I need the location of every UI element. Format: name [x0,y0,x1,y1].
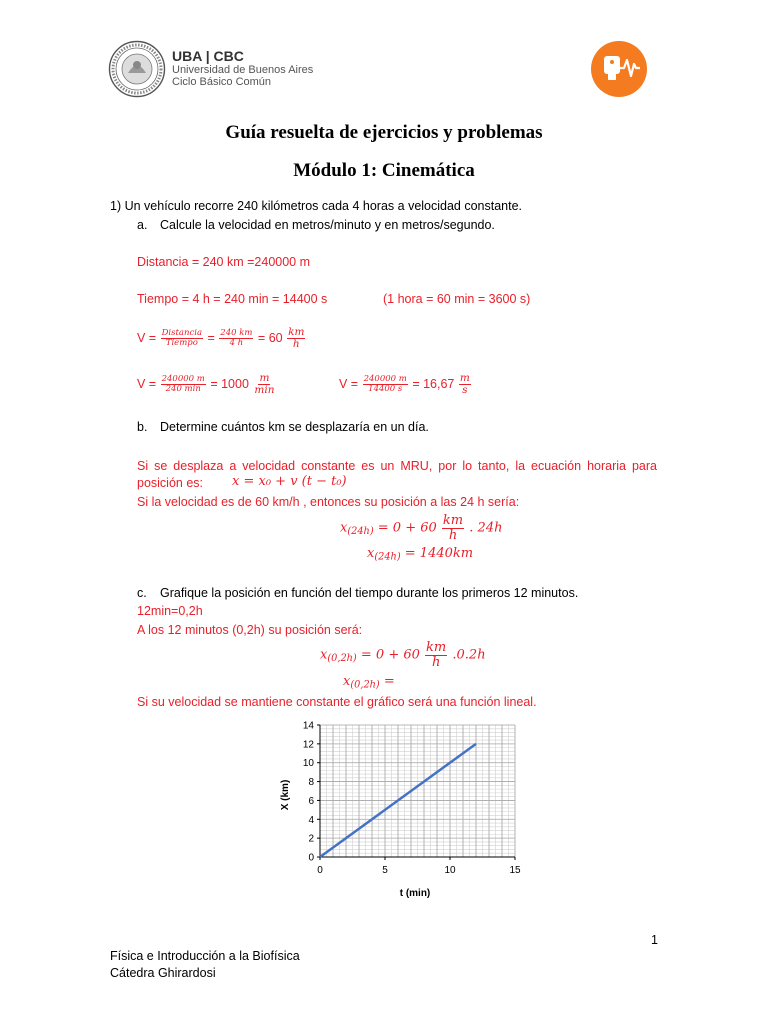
frac-240000m-14400s [363,375,408,394]
velocity-formula-1 [137,327,306,350]
y-tick-label: 8 [308,777,314,789]
equals: = [207,330,215,345]
eq-c-mid: = 0 + 60 [360,647,420,663]
part-c-text1: A los 12 minutos (0,2h) su posición será: [137,623,363,637]
position-02h-eq2 [343,674,395,690]
frac-distancia-tiempo [161,329,203,348]
chart-xlabel: t (min) [399,888,431,899]
position-time-chart [270,715,540,905]
frac-num-240000m-b: 240000 m [363,374,407,385]
frac-den-4h: 4 h [229,338,244,349]
x-tick-label: 5 [382,865,388,876]
y-tick-label: 14 [302,720,314,732]
frac-num-km: km [288,326,305,338]
position-24h-eq1 [340,514,502,542]
logo-line2: Ciclo Básico Común [172,76,272,88]
v-label: V = [137,330,157,345]
eq-c-end: .0.2h [452,647,486,663]
logo-line1: Universidad de Buenos Aires [172,64,314,76]
frac-den-240min: 240 min [165,384,201,395]
x-tick-label: 10 [444,865,456,876]
frac-num-km-c: km [426,640,447,655]
velocity-formula-3 [339,373,472,396]
x-var: x [340,520,348,536]
frac-den-h-b: h [448,527,458,543]
uba-cbc-wordmark [172,48,313,88]
x-tick-label: 15 [509,865,521,876]
x-tick-label: 0 [317,865,323,876]
part-b-text1: Si se desplaza a velocidad constante es un MRU, por lo tanto, la ecuación horaria para [137,459,657,473]
page-title: Guía resuelta de ejercicios y problemas [225,122,543,143]
x-var-2: x [367,546,375,561]
x-var-3: x [320,647,328,663]
footer-line1: Física e Introducción a la Biofísica [110,949,300,963]
part-c-letter: c. [137,586,147,600]
frac-den-h: h [292,338,300,351]
frac-num-m-b: m [459,372,470,384]
distance-line: Distancia = 240 km =240000 m [137,255,311,269]
uba-seal-logo [108,40,166,98]
position-02h-eq1 [320,641,486,669]
chart-axes [317,725,515,860]
frac-km-h-b [442,514,464,542]
page-number: 1 [651,933,658,947]
frac-den-14400s: 14400 s [368,384,403,395]
problem-statement: 1) Un vehículo recorre 240 kilómetros cada 4 horas a velocidad constante. [110,199,523,213]
page-subtitle: Módulo 1: Cinemática [293,160,475,181]
y-tick-label: 10 [302,758,314,770]
part-b-letter: b. [137,420,148,434]
v-label-2: V = [137,376,157,391]
x-sub-02h: (0,2h) [327,653,357,665]
frac-240000m-240min [161,375,206,394]
y-tick-label: 12 [302,739,314,751]
biofisica-logo [590,40,648,98]
eq-c2-end: = [383,674,395,689]
frac-den-tiempo: Tiempo [165,338,198,349]
frac-den-s: s [462,384,468,397]
x-sub-02h-2: (0,2h) [350,679,380,691]
velocity-formula-2 [137,373,276,396]
frac-km-h [287,327,305,350]
v-result-3: = 16,67 [412,376,455,391]
footer-line2: Cátedra Ghirardosi [110,966,216,980]
part-b-text3: Si la velocidad es de 60 km/h , entonces su posición a las 24 h sería: [137,495,520,509]
eq2-end: = 1440km [404,546,474,561]
equation-horaria: x = x₀ + v (t − t₀) [232,474,347,489]
part-b-question: Determine cuántos km se desplazaría en un día. [160,420,429,434]
conversion-line: 12min=0,2h [137,604,203,618]
part-a-letter: a. [137,218,148,232]
frac-240km-4h [219,329,253,348]
v-label-3: V = [339,376,359,391]
v-result-2: = 1000 [210,376,249,391]
frac-km-h-c [425,641,447,669]
v-result-1: = 60 [257,330,283,345]
frac-num-km-b: km [442,513,464,528]
frac-num-distancia: Distancia [161,328,203,339]
frac-den-h-c: h [431,654,441,670]
logo-primary: UBA | CBC [172,48,244,64]
x-sub-24h: (24h) [347,526,374,538]
frac-num-240000m: 240000 m [161,374,205,385]
y-tick-label: 2 [308,833,314,845]
chart-ylabel: X (km) [280,779,291,811]
x-var-4: x [343,674,351,689]
y-tick-label: 4 [308,814,314,826]
frac-m-min [253,373,275,396]
frac-m-s [459,373,471,396]
frac-num-240km: 240 km [220,328,253,339]
position-24h-eq2 [367,546,473,562]
x-sub-24h-2: (24h) [374,551,401,563]
frac-den-min: min [254,384,275,397]
part-a-question: Calcule la velocidad en metros/minuto y en metros/segundo. [160,218,495,232]
eq1-mid: = 0 + 60 [377,520,437,536]
eq1-end: . 24h [469,520,503,536]
y-tick-label: 0 [308,852,314,864]
frac-num-m: m [259,372,270,384]
time-note: (1 hora = 60 min = 3600 s) [383,292,531,306]
y-tick-label: 6 [308,795,314,807]
part-c-question: Grafique la posición en función del tiempo durante los primeros 12 minutos. [160,586,579,600]
part-b-text2: posición es: [137,476,204,490]
part-c-text2: Si su velocidad se mantiene constante el gráfico será una función lineal. [137,695,537,709]
time-line: Tiempo = 4 h = 240 min = 14400 s [137,292,328,306]
